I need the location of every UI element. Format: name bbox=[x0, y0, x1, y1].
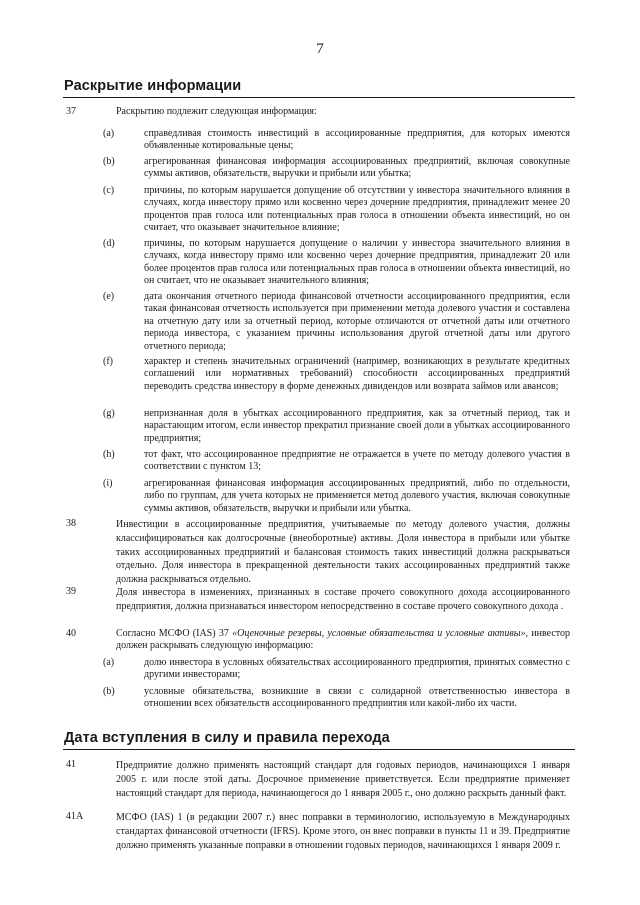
paragraph-text: МСФО (IAS) 1 (в редакции 2007 г.) внес поправки в терминологию, используемую в Международных стандартах финансовой отчетности (IFRS). Кроме этого, он внес поправки в пункты 11 и 39. Предприятие должно применять указанные поправки в отношении годовых периодов, начинающихся 1 января 2009 г. bbox=[116, 812, 570, 851]
heading-rule bbox=[63, 749, 575, 750]
list-item-label: (c) bbox=[103, 185, 115, 196]
paragraph-text bbox=[116, 628, 570, 653]
list-item-label: (g) bbox=[103, 408, 115, 419]
paragraph-number: 38 bbox=[66, 518, 76, 529]
list-item-text: справедливая стоимость инвестиций в ассоциированные предприятия, для которых имеются объявленные котировальные цены; bbox=[144, 128, 570, 152]
list-item-label: (b) bbox=[103, 686, 115, 697]
paragraph-text: Инвестиции в ассоциированные предприятия, учитываемые по методу долевого участия, должны классифицироваться как долгосрочные (внеоборотные) активы. Доля инвестора в прибыли или убытке таких ассоциированных предприятий и балансовая стоимость таких инвестиций должна раскрываться отдельно. Доля инвестора в прекращенной деятельности таких ассоциированных предприятий также должна раскрываться отдельно. bbox=[116, 519, 570, 586]
list-item-label: (d) bbox=[103, 238, 115, 249]
paragraph-text: Доля инвестора в изменениях, признанных в составе прочего совокупного дохода ассоциированного предприятия, должна признаваться инвестором непосредственно в составе прочего совокупного дохода . bbox=[116, 587, 570, 612]
paragraph-text-end: , инвестор должен раскрывать следующую информацию: bbox=[116, 628, 571, 652]
list-item-text: дата окончания отчетного периода финансовой отчетности ассоциированного предприятия, если такая финансовая отчетность используется при применении метода долевого участия и составлена на отчетную дату или за отчетный период, которые отличаются от отчетной даты или отчетного периода инвестора, с указанием причины использования другой отчетной даты или другого отчетного периода; bbox=[144, 291, 570, 352]
list-item-label: (h) bbox=[103, 449, 115, 460]
list-item-text: агрегированная финансовая информация ассоциированных предприятий, либо по отдельности, либо по группам, для учета которых не применяется метод долевого участия, включая совокупные суммы активов, обязательств, выручки и прибыли или убытка. bbox=[144, 478, 570, 514]
section-heading-disclosure: Раскрытие информации bbox=[64, 78, 242, 94]
list-item-text: причины, по которым нарушается допущение о наличии у инвестора значительного влияния в случаях, когда инвестору прямо или косвенно через дочерние предприятия, принадлежит 20 или более процентов прав голоса или потенциальных прав голоса в отношении объекта инвестиций, но он считает, что не оказывает значительного влияния; bbox=[144, 238, 570, 287]
list-item-text: долю инвестора в условных обязательствах ассоциированного предприятия, принятых совместно с другими инвесторами; bbox=[144, 657, 570, 681]
list-item-label: (i) bbox=[103, 478, 113, 489]
list-item-label: (f) bbox=[103, 356, 113, 367]
heading-rule bbox=[63, 97, 575, 98]
paragraph-number: 41 bbox=[66, 759, 76, 770]
section-heading-effective-date: Дата вступления в силу и правила перехода bbox=[64, 730, 390, 746]
list-item-label: (a) bbox=[103, 657, 115, 668]
paragraph-number: 41A bbox=[66, 811, 84, 822]
paragraph-number: 39 bbox=[66, 586, 76, 597]
list-item-text: тот факт, что ассоциированное предприятие не отражается в учете по методу долевого участия в соответствии с пунктом 13; bbox=[144, 449, 570, 473]
list-item-label: (e) bbox=[103, 291, 115, 302]
standard-title: «Оценочные резервы, условные обязательства и условные активы» bbox=[232, 628, 526, 639]
page-number: 7 bbox=[316, 41, 324, 57]
paragraph-text: Раскрытию подлежит следующая информация: bbox=[116, 106, 317, 117]
paragraph-text: Предприятие должно применять настоящий стандарт для годовых периодов, начинающихся 1 января 2005 г. или после этой даты. Досрочное применение приветствуется. Если предприятие применяет настоящий стандарт для периода, начинающегося до 1 января 2005 г., оно должно раскрыть данный факт. bbox=[116, 760, 570, 799]
list-item-text: непризнанная доля в убытках ассоциированного предприятия, как за отчетный период, так и нарастающим итогом, если инвестор прекратил признание своей доли в убытках ассоциированного предприятия; bbox=[144, 408, 570, 444]
list-item-text: агрегированная финансовая информация ассоциированных предприятий, включая совокупные суммы активов, обязательств, выручки и прибыли или убытка; bbox=[144, 156, 570, 180]
list-item-text: характер и степень значительных ограничений (например, возникающих в результате кредитных соглашений или нормативных требований) способности ассоциированных предприятий переводить средства инвестору в форме денежных дивидендов или возврата займов или авансов; bbox=[144, 356, 570, 392]
list-item-text: причины, по которым нарушается допущение об отсутствии у инвестора значительного влияния в случаях, когда инвестору прямо или косвенно через дочерние предприятия, принадлежит менее 20 процентов прав голоса или потенциальных прав голоса в отношении объекта инвестиций, но он считает, что оказывает значительное влияние; bbox=[144, 185, 570, 234]
paragraph-text-start: Согласно МСФО (IAS) 37 bbox=[116, 628, 233, 639]
list-item-label: (b) bbox=[103, 156, 115, 167]
paragraph-number: 40 bbox=[66, 628, 76, 639]
list-item-text: условные обязательства, возникшие в связи с солидарной ответственностью инвестора в отношении всех обязательств ассоциированного предприятия или какой-либо их части. bbox=[144, 686, 570, 710]
paragraph-number: 37 bbox=[66, 106, 76, 117]
list-item-label: (a) bbox=[103, 128, 115, 139]
